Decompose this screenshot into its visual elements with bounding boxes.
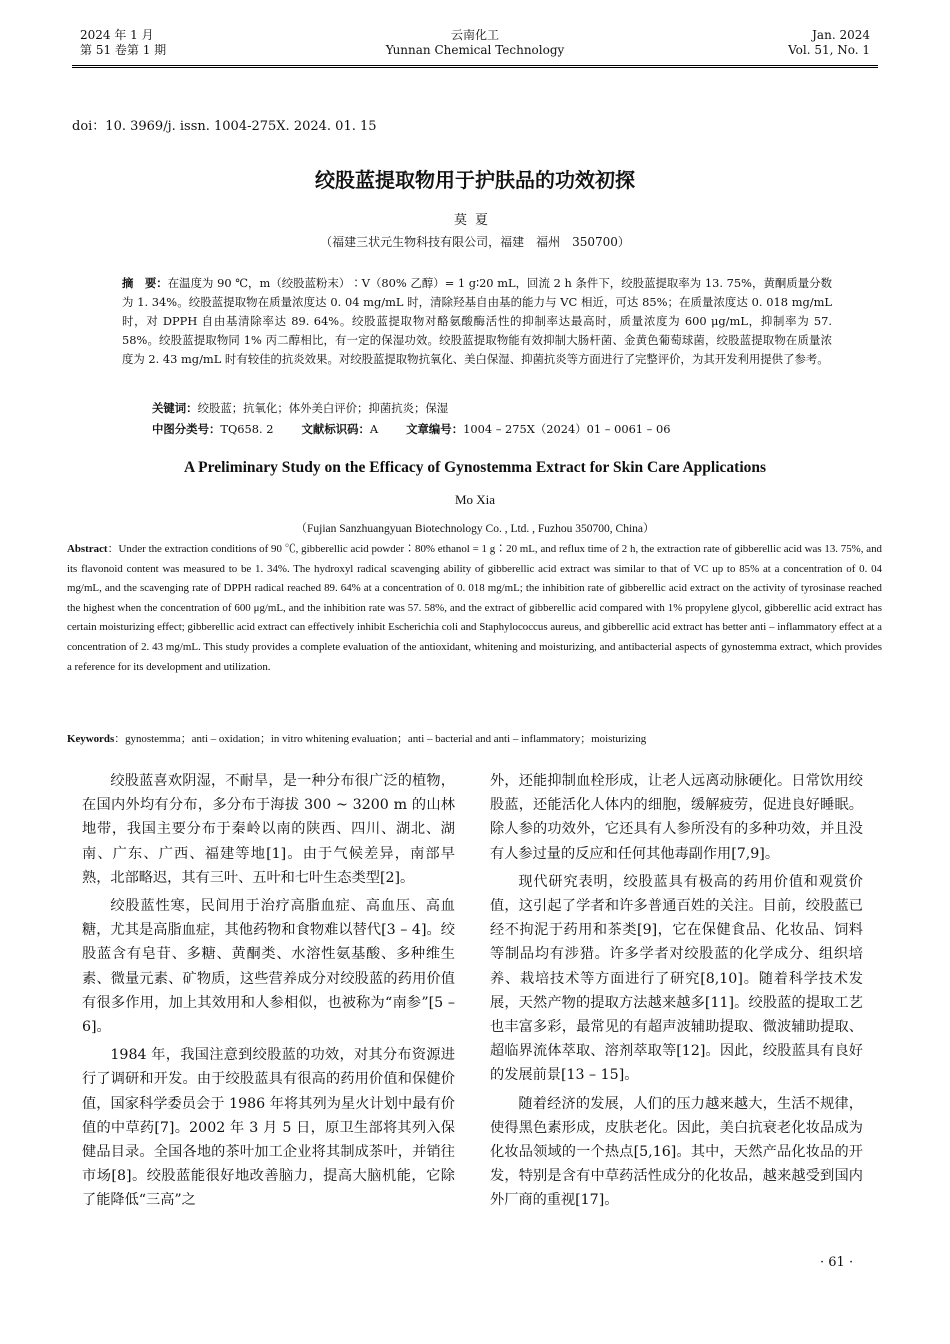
header-rule <box>72 65 878 68</box>
header-volume-en: Vol. 51, No. 1 <box>788 43 870 57</box>
article-no-label: 文章编号： <box>406 422 464 436</box>
page-number: · 61 · <box>820 1255 854 1270</box>
doc-code-value: A <box>369 422 379 436</box>
header-volume-cn: 第 51 卷第 1 期 <box>80 43 167 57</box>
doc-code-label: 文献标识码： <box>301 422 370 436</box>
body-column-left <box>82 769 455 1213</box>
body-paragraph-continued: 外，还能抑制血栓形成，让老人远离动脉硬化。日常饮用绞股蓝，还能活化人体内的细胞，缓解疲劳，促进良好睡眠。除人参的功效外，它还具有人参所没有的多种功效，并且没有人参过量的反应和任何其他毒副作用[7,9]。 <box>490 773 863 862</box>
body-paragraph: 绞股蓝喜欢阴湿，不耐旱，是一种分布很广泛的植物，在国内外均有分布，多分布于海拔 300 ~ 3200 m 的山林地带，我国主要分布于秦岭以南的陕西、四川、湖北、湖南、广东、广西、福建等地[1]。由于气候差异，南部早熟，北部略迟，其有三叶、五叶和七叶生态类型[2]。 <box>82 773 455 886</box>
keywords-cn <box>152 400 448 416</box>
journal-name-en: Yunnan Chemical Technology <box>385 43 565 57</box>
abstract-cn-text: 在温度为 90 ℃，m（绞股蓝粉末）∶V（80% 乙醇）= 1 g∶20 mL，回流 2 h 条件下，绞股蓝提取率为 13. 75%，黄酮质量分数为 1. 34%。绞股蓝提取物在质量浓度达 0. 04 mg/mL 时，清除羟基自由基的能力与 VC 相近，可达 85%；在质量浓度达 0. 018 mg/mL 时，对 DPPH 自由基清除率达 89. 64%。绞股蓝提取物对酪氨酸酶活性的抑制率达最高时，质量浓度为 600 μg/mL，抑制率为 57. 58%。绞股蓝提取物同 1% 丙二醇相比，有一定的保湿功效。绞股蓝提取物能有效抑制大肠杆菌、金黄色葡萄球菌，绞股蓝提取物在质量浓度为 2. 43 mg/mL 时有较佳的抗炎效果。对绞股蓝提取物抗氧化、美白保湿、抑菌抗炎等方面进行了完整评价，为其开发利用提供了参考。 <box>122 276 832 366</box>
doi: doi：10. 3969/j. issn. 1004-275X. 2024. 01. 15 <box>72 119 377 134</box>
body-paragraph: 1984 年，我国注意到绞股蓝的功效，对其分布资源进行了调研和开发。由于绞股蓝具有很高的药用价值和保健价值，国家科学委员会于 1986 年将其列为星火计划中最有价值的中草药[7]。2002 年 3 月 5 日，原卫生部将其列入保健品目录。全国各地的茶叶加工企业将其制成茶叶，并销往市场[8]。绞股蓝能很好地改善脑力，提高大脑机能，它除了能降低“三高”之 <box>82 1047 455 1209</box>
abstract-en-text: ：Under the extraction conditions of 90 ℃, gibberellic acid powder∶80% ethanol = 1 g∶20 mL, and reflux time of 2 h, the extraction rate of gibberellic acid was 13. 75%, and its flavonoid content was measured to be 1. 34%. The hydroxyl radical scavenging ability of gibberellic acid extract was similar to that of VC up to 85% at a concentration of 0. 04 mg/mL, and the scavenging rate of DPPH radical reached 89. 64% at a concentration of 0. 018 mg/mL; the inhibition rate of gibberellic acid extract on the activity of tyrosinase reached the highest when the concentration of 600 μg/mL, and the inhibition rate was 57. 58%, and the extract of gibberellic acid compared with 1% propylene glycol, gibberellic acid extract has certain moisturizing effect; gibberellic acid extract can effectively inhibit Escherichia coli and Staphylococcus aureus, and gibberellic acid extract has better anti – inflammatory effect at a concentration of 2. 43 mg/mL. This study provides a complete evaluation of the antioxidant, whitening and moisturizing, and antibacterial aspects of gynostemma extract, which provides a reference for its development and utilization. <box>67 543 882 673</box>
affiliation-cn: （福建三状元生物科技有限公司，福建 福州 350700） <box>320 235 630 249</box>
keywords-en <box>67 730 882 746</box>
keywords-cn-label: 关键词： <box>152 401 198 415</box>
journal-name-cn: 云南化工 <box>450 28 499 42</box>
author-en: Mo Xia <box>454 492 496 507</box>
header-date-en: Jan. 2024 <box>812 28 870 42</box>
abstract-en <box>67 540 882 677</box>
body-column-right <box>490 769 863 1213</box>
header-date-cn: 2024 年 1 月 <box>80 28 154 42</box>
affiliation-en: （Fujian Sanzhuangyuan Biotechnology Co. , Ltd. , Fuzhou 350700, China） <box>295 523 655 535</box>
body-paragraph: 随着经济的发展，人们的压力越来越大，生活不规律，使得黑色素形成，皮肤老化。因此，美白抗衰老化妆品成为化妆品领域的一个热点[5,16]。其中，天然产品化妆品的开发，特别是含有中草药活性成分的化妆品，越来越受到国内外厂商的重视[17]。 <box>490 1095 863 1209</box>
abstract-en-label: Abstract <box>67 543 108 555</box>
header-center <box>80 28 870 58</box>
article-no-value: 1004 – 275X（2024）01 – 0061 – 06 <box>463 422 671 436</box>
keywords-en-text: ：gynostemma；anti – oxidation；in vitro whitening evaluation；anti – bacterial and anti – inflammatory；moisturizing <box>114 733 647 745</box>
abstract-cn <box>122 274 832 369</box>
keywords-cn-text: 绞股蓝；抗氧化；体外美白评价；抑菌抗炎；保湿 <box>197 401 449 415</box>
header-right <box>788 28 870 58</box>
clc-label: 中图分类号： <box>152 422 221 436</box>
author-cn: 莫夏 <box>453 213 496 228</box>
keywords-en-label: Keywords <box>67 733 115 745</box>
body-paragraph: 现代研究表明，绞股蓝具有极高的药用价值和观赏价值，这引起了学者和许多普通百姓的关注。目前，绞股蓝已经不拘泥于药用和茶类[9]，它在保健食品、化妆品、饲料等制品均有涉猎。许多学者对绞股蓝的化学成分、组织培养、栽培技术等方面进行了研究[8,10]。随着科学技术发展，天然产物的提取方法越来越多[11]。绞股蓝的提取工艺也丰富多彩，最常见的有超声波辅助提取、微波辅助提取、超临界流体萃取、溶剂萃取等[12]。因此，绞股蓝具有良好的发展前景[13 – 15]。 <box>490 873 863 1084</box>
running-header <box>80 28 870 62</box>
body-paragraph: 绞股蓝性寒，民间用于治疗高脂血症、高血压、高血糖，尤其是高脂血症，其他药物和食物难以替代[3 – 4]。绞股蓝含有皂苷、多糖、黄酮类、水溶性氨基酸、多种维生素、微量元素、矿物质，这些营养成分对绞股蓝的药用价值有很多作用，加上其效用和人参相似，也被称为“南参”[5 – 6]。 <box>82 898 455 1036</box>
abstract-cn-label: 摘 要： <box>122 276 168 290</box>
paper-title-cn: 绞股蓝提取物用于护肤品的功效初探 <box>315 168 635 192</box>
paper-title-en: A Preliminary Study on the Efficacy of Gynostemma Extract for Skin Care Applications <box>183 459 767 476</box>
classification-cn <box>152 421 671 437</box>
clc-value: TQ658. 2 <box>220 422 274 436</box>
